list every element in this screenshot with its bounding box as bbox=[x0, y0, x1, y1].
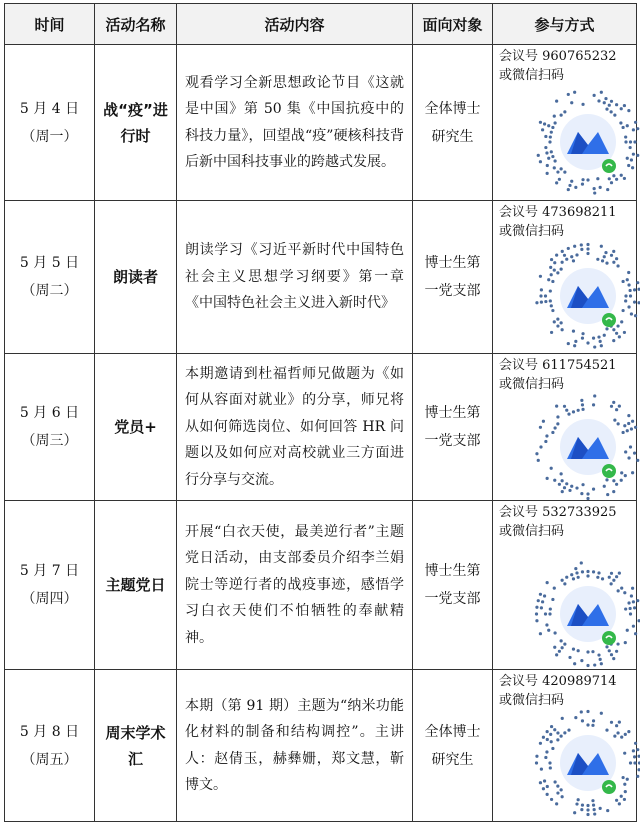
table-row bbox=[5, 354, 637, 501]
meeting-id[interactable]: 会议号 473698211 bbox=[499, 205, 617, 220]
header-activity-content: 活动内容 bbox=[177, 4, 413, 45]
date-text: 5 月 6 日 bbox=[19, 405, 80, 421]
table-row bbox=[5, 201, 637, 354]
header-participation: 参与方式 bbox=[493, 4, 637, 45]
date-cell bbox=[5, 201, 95, 354]
header-time: 时间 bbox=[5, 4, 95, 45]
scan-hint: 或微信扫码 bbox=[499, 693, 565, 708]
weekday-text: （周三） bbox=[21, 433, 78, 449]
scan-hint: 或微信扫码 bbox=[499, 68, 565, 83]
date-cell bbox=[5, 501, 95, 670]
wechat-qr-code[interactable] bbox=[533, 392, 640, 502]
date-cell bbox=[5, 45, 95, 201]
table-row bbox=[5, 45, 637, 201]
header-activity-name: 活动名称 bbox=[95, 4, 177, 45]
audience-cell: 博士生第一党支部 bbox=[413, 501, 493, 670]
wechat-qr-code[interactable] bbox=[533, 708, 640, 818]
activity-name: 朗读者 bbox=[95, 201, 177, 354]
weekday-text: （周四） bbox=[21, 591, 78, 607]
meeting-id[interactable]: 会议号 420989714 bbox=[499, 674, 617, 689]
activity-content: 观看学习全新思想政论节目《这就是中国》第 50 集《中国抗疫中的科技力量》，回望战“疫”硬核科技背后新中国科技事业的跨越式发展。 bbox=[177, 45, 413, 201]
scan-hint: 或微信扫码 bbox=[499, 377, 565, 392]
scan-hint: 或微信扫码 bbox=[499, 524, 565, 539]
activity-schedule-table bbox=[4, 3, 637, 822]
participation-cell bbox=[493, 670, 637, 822]
audience-cell: 全体博士研究生 bbox=[413, 670, 493, 822]
table-body bbox=[5, 45, 637, 822]
wechat-qr-code[interactable] bbox=[533, 87, 640, 197]
participation-cell bbox=[493, 501, 637, 670]
date-text: 5 月 7 日 bbox=[19, 563, 80, 579]
table-row bbox=[5, 670, 637, 822]
date-text: 5 月 8 日 bbox=[19, 723, 80, 740]
wechat-qr-code[interactable] bbox=[533, 241, 640, 351]
weekday-text: （周二） bbox=[21, 283, 78, 299]
audience-cell: 博士生第一党支部 bbox=[413, 201, 493, 354]
activity-content: 本期邀请到杜福哲师兄做题为《如何从容面对就业》的分享，师兄将从如何筛选岗位、如何回答 HR 问题以及如何应对高校就业三方面进行分享与交流。 bbox=[177, 354, 413, 501]
join-instructions bbox=[499, 47, 617, 85]
participation-cell bbox=[493, 354, 637, 501]
date-cell bbox=[5, 670, 95, 822]
scan-hint: 或微信扫码 bbox=[499, 224, 565, 239]
activity-content: 本期（第 91 期）主题为“纳米功能化材料的制备和结构调控”。主讲人：赵倩玉，赫彝姗，郑文慧，靳博文。 bbox=[177, 670, 413, 822]
weekday-text: （周五） bbox=[21, 751, 78, 768]
meeting-id[interactable]: 会议号 532733925 bbox=[499, 505, 617, 520]
activity-content: 开展“白衣天使，最美逆行者”主题党日活动，由支部委员介绍李兰娟院士等逆行者的战疫事迹，感悟学习白衣天使们不怕牺牲的奉献精神。 bbox=[177, 501, 413, 670]
join-instructions bbox=[499, 503, 617, 541]
meeting-id[interactable]: 会议号 611754521 bbox=[499, 358, 617, 373]
participation-cell bbox=[493, 45, 637, 201]
header-row bbox=[5, 4, 637, 45]
weekday-text: （周一） bbox=[21, 128, 78, 145]
activity-name: 战“疫”进行时 bbox=[95, 45, 177, 201]
participation-cell bbox=[493, 201, 637, 354]
meeting-id[interactable]: 会议号 960765232 bbox=[499, 49, 617, 64]
date-text: 5 月 5 日 bbox=[19, 255, 80, 271]
audience-cell: 全体博士研究生 bbox=[413, 45, 493, 201]
join-instructions bbox=[499, 203, 617, 241]
wechat-qr-code[interactable] bbox=[533, 559, 640, 669]
join-instructions bbox=[499, 672, 617, 710]
date-text: 5 月 4 日 bbox=[19, 100, 80, 117]
activity-name: 党员+ bbox=[95, 354, 177, 501]
activity-name: 主题党日 bbox=[95, 501, 177, 670]
date-cell bbox=[5, 354, 95, 501]
activity-content: 朗读学习《习近平新时代中国特色社会主义思想学习纲要》第一章《中国特色社会主义进入新时代》 bbox=[177, 201, 413, 354]
activity-name: 周末学术汇 bbox=[95, 670, 177, 822]
header-audience: 面向对象 bbox=[413, 4, 493, 45]
join-instructions bbox=[499, 356, 617, 394]
table-row bbox=[5, 501, 637, 670]
audience-cell: 博士生第一党支部 bbox=[413, 354, 493, 501]
